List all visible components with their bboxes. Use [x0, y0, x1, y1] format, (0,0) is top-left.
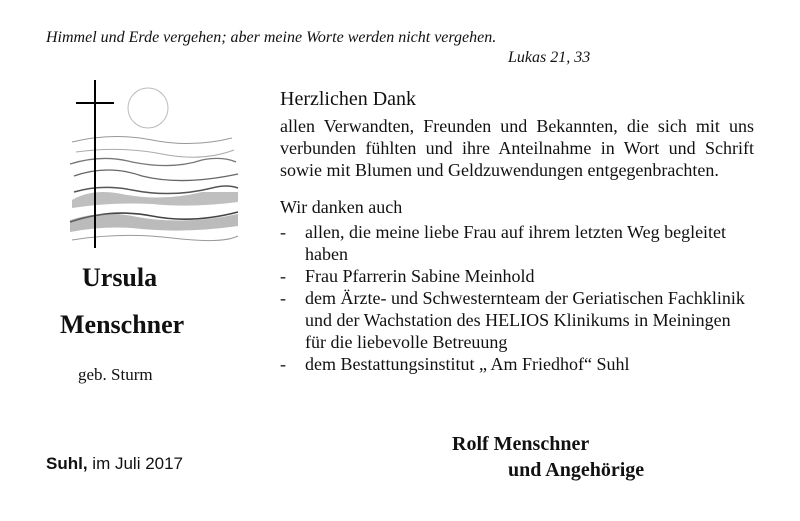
place-and-date	[46, 453, 183, 475]
place: Suhl,	[46, 454, 88, 473]
signature-block	[452, 431, 644, 483]
bible-reference: Lukas 21, 33	[508, 49, 591, 66]
dash-bullet: -	[280, 354, 286, 374]
thanks-subheading: Wir danken auch	[280, 197, 403, 217]
list-item-text: dem Ärzte- und Schwesternteam der Geriatischen Fachklinik und der Wachstation des HELIOS Klinikums in Meiningen für die liebevolle Betreuung	[305, 288, 745, 352]
date: im Juli 2017	[92, 454, 184, 473]
list-item-text: Frau Pfarrerin Sabine Meinhold	[305, 266, 535, 286]
thanks-paragraph: allen Verwandten, Freunden und Bekannten, die sich mit uns verbunden fühlten und ihre Anteilnahme in Wort und Schrift sowie mit Blumen und Geldzuwendungen entgegenbrachten.	[280, 116, 754, 180]
bible-quote: Himmel und Erde vergehen; aber meine Worte werden nicht vergehen.	[46, 29, 497, 46]
dash-bullet: -	[280, 288, 286, 308]
cross-landscape-illustration	[62, 80, 242, 248]
signer-relatives: und Angehörige	[508, 459, 645, 481]
dash-bullet: -	[280, 222, 286, 242]
thanks-heading: Herzlichen Dank	[280, 88, 417, 110]
list-item	[280, 265, 754, 287]
thanks-section	[280, 86, 754, 375]
maiden-name: geb. Sturm	[78, 365, 153, 384]
list-item	[280, 221, 754, 265]
signer-name: Rolf Menschner	[452, 433, 590, 455]
list-item	[280, 353, 754, 375]
list-item-text: allen, die meine liebe Frau auf ihrem letzten Weg begleitet haben	[305, 222, 727, 264]
dash-bullet: -	[280, 266, 286, 286]
deceased-first-name: Ursula	[82, 263, 158, 292]
thanks-list	[280, 221, 754, 375]
list-item	[280, 287, 754, 353]
cross-landscape-icon	[62, 80, 242, 248]
list-item-text: dem Bestattungsinstitut „ Am Friedhof“ Suhl	[305, 354, 630, 374]
deceased-last-name: Menschner	[60, 310, 185, 339]
